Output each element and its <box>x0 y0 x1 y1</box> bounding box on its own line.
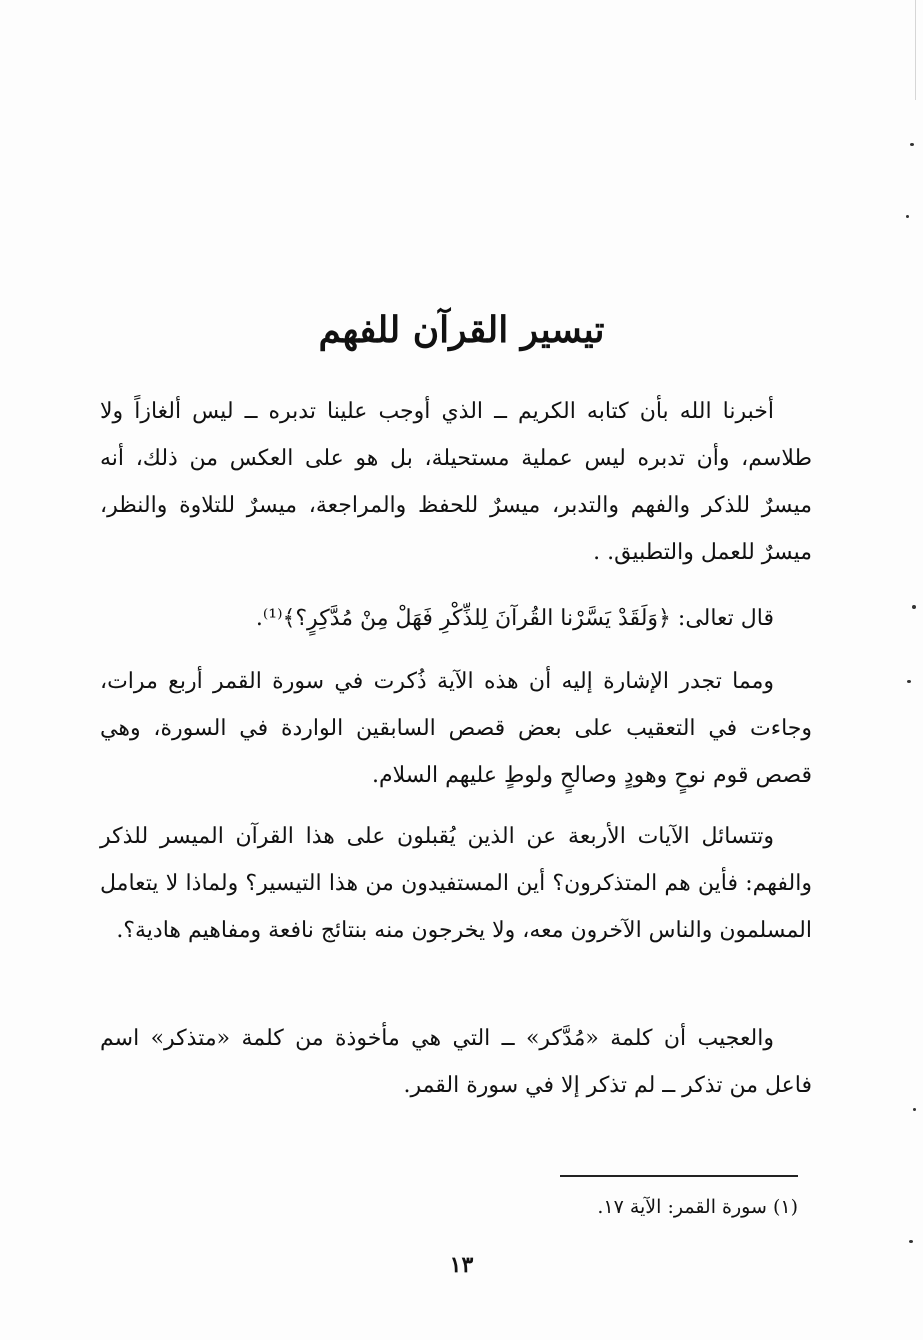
scan-speck <box>907 680 911 683</box>
scan-speck <box>913 1108 916 1111</box>
scan-speck <box>909 1240 913 1243</box>
page-number: ١٣ <box>449 1252 474 1278</box>
paragraph-2-block <box>100 595 812 642</box>
page-edge-line <box>915 0 916 100</box>
paragraph-1: أخبرنا الله بأن كتابه الكريم ــ الذي أوجب علينا تدبره ــ ليس ألغازاً ولا طلاسم، وأن تدبره ليس عملية مستحيلة، بل هو على العكس من ذلك، أنه ميسرٌ للذكر والفهم والتدبر، ميسرٌ للحفظ والمراجعة، ميسرٌ للتلاوة والنظر، ميسرٌ للعمل والتطبيق. . <box>100 399 812 565</box>
paragraph-3-block <box>100 658 812 799</box>
paragraph-1-block <box>100 388 812 576</box>
paragraph-5: والعجيب أن كلمة «مُدَّكر» ــ التي هي مأخوذة من كلمة «متذكر» اسم فاعل من تذكر ــ لم تذكر إلا في سورة القمر. <box>100 1026 812 1098</box>
paragraph-4-block <box>100 813 812 954</box>
footnote: (١) سورة القمر: الآية ١٧. <box>597 1196 798 1218</box>
paragraph-4: وتتسائل الآيات الأربعة عن الذين يُقبلون على هذا القرآن الميسر للذكر والفهم: فأين هم المتذكرون؟ أين المستفيدون من هذا التيسير؟ ولماذا لا يتعامل المسلمون والناس الآخرون معه، ولا يخرجون منه بنتائج نافعة ومفاهيم هادية؟. <box>100 824 812 943</box>
scan-speck <box>910 143 914 146</box>
scan-speck <box>912 605 916 609</box>
chapter-title: تيسير القرآن للفهم <box>318 309 605 351</box>
paragraph-5-block <box>100 1015 812 1109</box>
scan-speck <box>906 215 909 218</box>
paragraph-3: ومما تجدر الإشارة إليه أن هذه الآية ذُكرت في سورة القمر أربع مرات، وجاءت في التعقيب على بعض قصص السابقين الواردة في السورة، وهي قصص قوم نوحٍ وهودٍ وصالحٍ ولوطٍ عليهم السلام. <box>100 669 812 788</box>
quran-verse-paragraph: قال تعالى: ﴿وَلَقَدْ يَسَّرْنا القُرآنَ لِلذِّكْرِ فَهَلْ مِنْ مُدَّكِرٍ؟﴾⁽¹⁾. <box>255 606 774 631</box>
footnote-divider <box>560 1175 798 1177</box>
